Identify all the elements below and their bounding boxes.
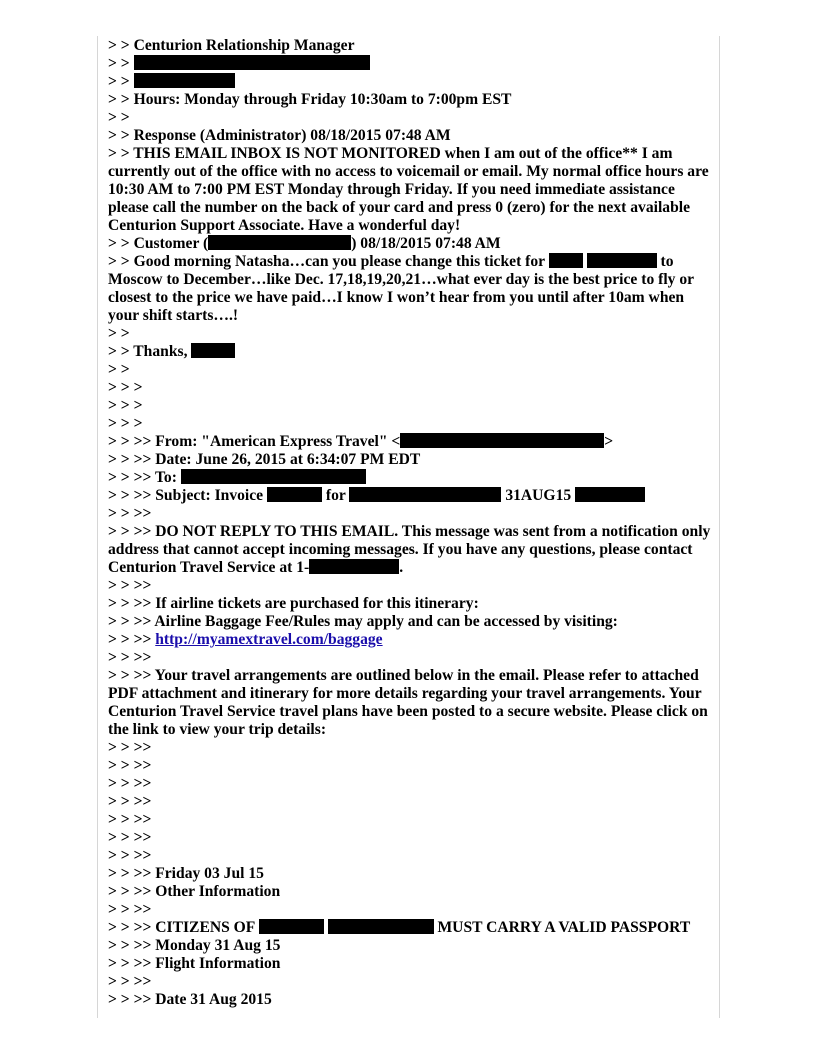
- subject-text: for: [321, 487, 350, 504]
- quote-prefix: > >: [108, 55, 134, 72]
- citizens-text: > > >> CITIZENS OF: [108, 919, 259, 936]
- from-header: > > >> From: "American Express Travel" <: [108, 433, 401, 450]
- text-line: > > >>: [108, 811, 152, 828]
- text-line: > > >>: [108, 649, 152, 666]
- text-line: > > >> Friday 03 Jul 15: [108, 865, 264, 882]
- from-header-end: >: [604, 433, 614, 450]
- redaction-bar: [309, 559, 399, 574]
- text-line: > >: [108, 109, 130, 126]
- text-line: > > >: [108, 397, 143, 414]
- notification-paragraph: [108, 523, 714, 577]
- redaction-bar: [181, 469, 366, 484]
- text-line: > > >>: [108, 757, 152, 774]
- text-line: [108, 235, 714, 253]
- quote-prefix: > >: [108, 73, 134, 90]
- text-line: > >: [108, 361, 130, 378]
- customer-label: > > Customer (: [108, 235, 209, 252]
- text-line: > > >>: [108, 793, 152, 810]
- text-line: [108, 73, 714, 91]
- redaction-bar: [134, 73, 235, 88]
- message-text: > > Good morning Natasha…can you please change this ticket for: [108, 253, 549, 270]
- sign-off: > > Thanks,: [108, 343, 192, 360]
- text-line: > > >> If airline tickets are purchased for this itinerary:: [108, 595, 479, 612]
- baggage-link[interactable]: http://myamextravel.com/baggage: [155, 631, 383, 648]
- left-margin-rule: [97, 36, 98, 1018]
- text-line: > > >> Other Information: [108, 883, 281, 900]
- text-line: [108, 469, 714, 487]
- text-line: > > Hours: Monday through Friday 10:30am to 7:00pm EST: [108, 91, 512, 108]
- redaction-bar: [549, 253, 583, 268]
- text-line: > > >> Monday 31 Aug 15: [108, 937, 281, 954]
- text-line: > > >> Date 31 Aug 2015: [108, 991, 272, 1008]
- right-margin-rule: [719, 36, 720, 1018]
- redaction-bar: [349, 487, 501, 502]
- text-line: > > >>: [108, 505, 152, 522]
- text-line: > > >>: [108, 739, 152, 756]
- auto-reply-paragraph: > > THIS EMAIL INBOX IS NOT MONITORED when I am out of the office** I am currently out of the office with no access to voicemail or email. My normal office hours are 10:30 AM to 7:00 PM EST Monday through Friday. If you need immediate assistance please call the number on the back of your card and press 0 (zero) for the next available Centurion Support Associate. Have a wonderful day!: [108, 145, 709, 234]
- text-line: > > >: [108, 415, 143, 432]
- redaction-bar: [575, 487, 645, 502]
- text-line: > > >>: [108, 577, 152, 594]
- text-line: > > Centurion Relationship Manager: [108, 37, 355, 54]
- subject-text: 31AUG15: [501, 487, 576, 504]
- text-line: [108, 55, 714, 73]
- text-line: [108, 433, 714, 451]
- text-line: > > >> Airline Baggage Fee/Rules may apply and can be accessed by visiting:: [108, 613, 618, 630]
- message-text: to Moscow to December…like Dec. 17,18,19,20,21…what ever day is the best price to fly or closest to the price we have paid…I know I won’t hear from you until after 10am when your shift starts….!: [108, 253, 694, 324]
- redaction-bar: [134, 55, 370, 70]
- redaction-bar: [191, 343, 235, 358]
- redaction-bar: [208, 235, 351, 250]
- text-line: > > >: [108, 379, 143, 396]
- redaction-bar: [328, 919, 434, 934]
- text-line: > > Response (Administrator) 08/18/2015 07:48 AM: [108, 127, 451, 144]
- text-line: [108, 919, 714, 937]
- text-line: > > >> Flight Information: [108, 955, 281, 972]
- text-line: > > >>: [108, 775, 152, 792]
- redaction-bar: [267, 487, 322, 502]
- notification-text: .: [399, 559, 404, 576]
- notification-text: > > >> DO NOT REPLY TO THIS EMAIL. This message was sent from a notification only address that cannot accept incoming messages. If you have any questions, please contact Centurion Travel Service at 1-: [108, 523, 711, 576]
- text-line: > >: [108, 325, 130, 342]
- travel-arrangements-paragraph: > > >> Your travel arrangements are outlined below in the email. Please refer to attached PDF attachment and itinerary for more details regarding your travel arrangements. Your Centurion Travel Service travel plans have been posted to a secure website. Please click on the link to view your trip details:: [108, 667, 708, 738]
- customer-message-paragraph: [108, 253, 714, 325]
- redaction-bar: [587, 253, 657, 268]
- text-line: [108, 631, 714, 649]
- redaction-bar: [400, 433, 604, 448]
- customer-timestamp: ) 08/18/2015 07:48 AM: [351, 235, 501, 252]
- text-line: > > >>: [108, 847, 152, 864]
- text-line: > > >>: [108, 901, 152, 918]
- passport-text: MUST CARRY A VALID PASSPORT: [433, 919, 691, 936]
- redaction-bar: [259, 919, 324, 934]
- text-line: > > >> Date: June 26, 2015 at 6:34:07 PM EDT: [108, 451, 421, 468]
- text-line: > > >>: [108, 829, 152, 846]
- subject-header: > > >> Subject: Invoice: [108, 487, 267, 504]
- text-line: [108, 487, 714, 505]
- to-header: > > >> To:: [108, 469, 181, 486]
- text-line: > > >>: [108, 973, 152, 990]
- quote-prefix: > > >>: [108, 631, 156, 648]
- email-body: [108, 37, 714, 1009]
- text-line: [108, 343, 714, 361]
